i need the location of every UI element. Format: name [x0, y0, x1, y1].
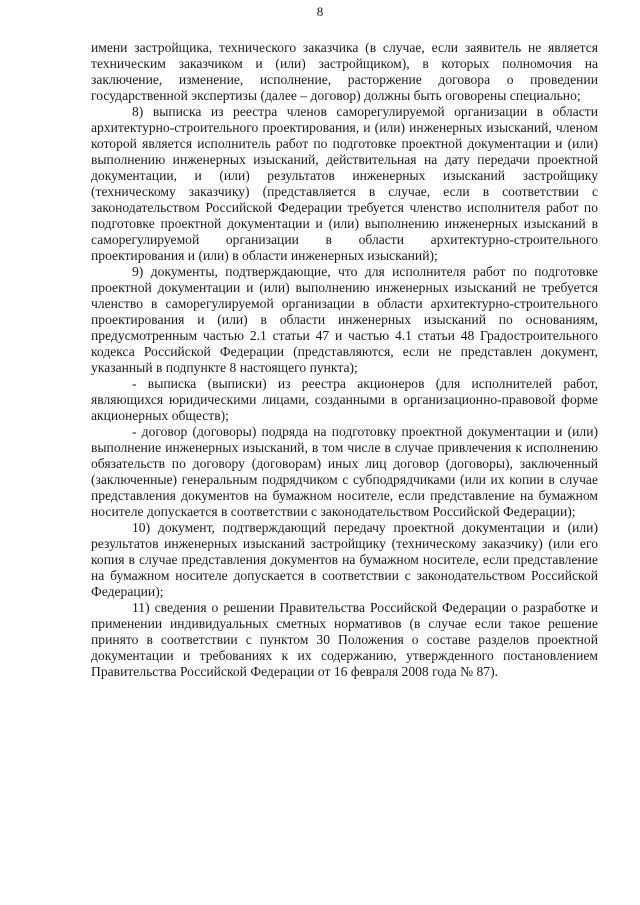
paragraph-item-10: 10) документ, подтверждающий передачу проектной документации и (или) результатов инженерных изысканий застройщику (техническому заказчику) (или его копия в случае представления документов на бумажном носителе, если представление на бумажном носителе допускается в соответствии с законодательством Российской Федерации);	[91, 520, 598, 599]
paragraph-continuation: имени застройщика, технического заказчика (в случае, если заявитель не является техническим заказчиком и (или) застройщиком), в которых полномочия на заключение, изменение, исполнение, расторжение договора о проведении государственной экспертизы (далее – договор) должны быть оговорены специально;	[91, 40, 598, 103]
paragraph-item-9: 9) документы, подтверждающие, что для исполнителя работ по подготовке проектной документации и (или) выполнению инженерных изысканий не требуется членство в саморегулируемой организации в области архитектурно-строительного проектирования и (или) в области инженерных изысканий по основаниям, предусмотренным частью 2.1 статьи 47 и частью 4.1 статьи 48 Градостроительного кодекса Российской Федерации (представляются, если не представлен документ, указанный в подпункте 8 настоящего пункта);	[91, 264, 598, 375]
page-number: 8	[316, 4, 324, 19]
document-body	[91, 40, 598, 680]
paragraph-subitem-shareholder-register: - выписка (выписки) из реестра акционеров (для исполнителей работ, являющихся юридическими лицами, созданными в организационно-правовой форме акционерных обществ);	[91, 376, 598, 423]
paragraph-subitem-contracts: - договор (договоры) подряда на подготовку проектной документации и (или) выполнение инженерных изысканий, в том числе в случае привлечения к исполнению обязательств по договору (договорам) иных лиц договор (договоры), заключенный (заключенные) генеральным подрядчиком с субподрядчиками (или их копии в случае представления документов на бумажном носителе, если представление на бумажном носителе допускается в соответствии с законодательством Российской Федерации);	[91, 424, 598, 519]
paragraph-item-11: 11) сведения о решении Правительства Российской Федерации о разработке и применении индивидуальных сметных нормативов (в случае если такое решение принято в соответствии с пунктом 30 Положения о составе разделов проектной документации и требованиях к их содержанию, утвержденного постановлением Правительства Российской Федерации от 16 февраля 2008 года № 87).	[91, 600, 598, 679]
paragraph-item-8: 8) выписка из реестра членов саморегулируемой организации в области архитектурно-строительного проектирования, и (или) инженерных изысканий, членом которой является исполнитель работ по подготовке проектной документации и (или) выполнению инженерных изысканий, действительная на дату передачи проектной документации, и (или) результатов инженерных изысканий застройщику (техническому заказчику) (представляется в случае, если в соответствии с законодательством Российской Федерации требуется членство исполнителя работ по подготовке проектной документации и (или) выполнению инженерных изысканий в саморегулируемой организации в области архитектурно-строительного проектирования и (или) в области инженерных изысканий);	[91, 104, 598, 263]
